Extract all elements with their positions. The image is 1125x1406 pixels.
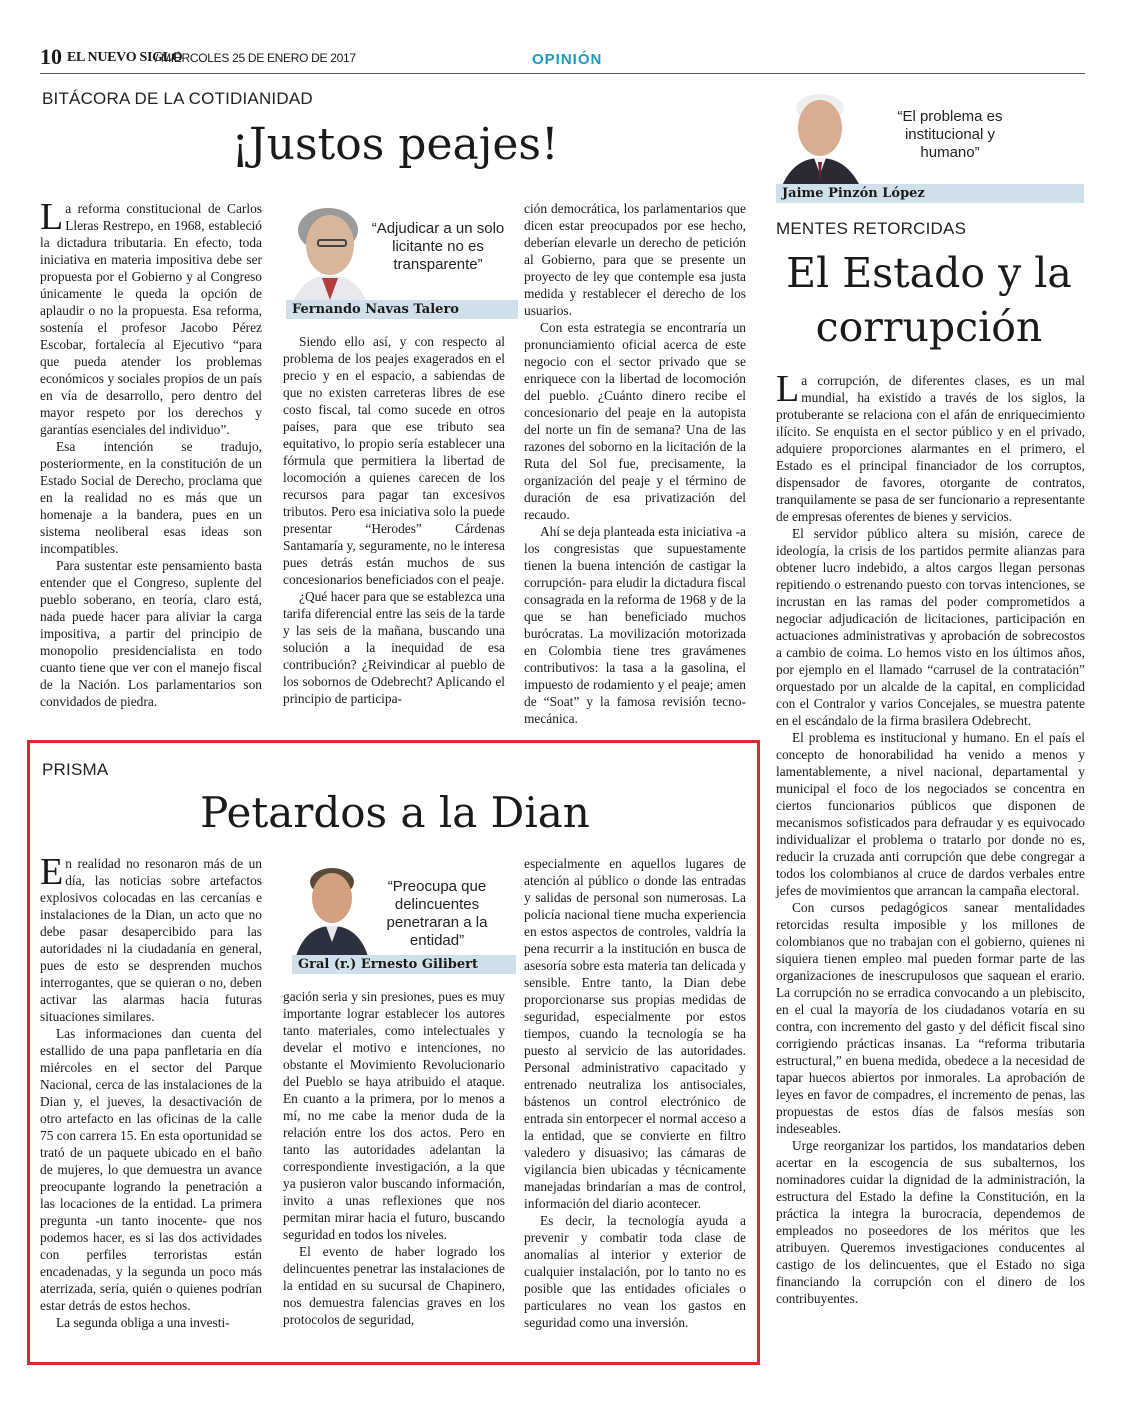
article2-byline: Jaime Pinzón López (776, 184, 1084, 203)
article1-quote: “Adjudicar a un solo licitante no es transparente” (371, 220, 505, 273)
article3-column-3 (524, 855, 746, 1331)
paragraph: El servidor público altera su misión, carece de ideología, la crisis de los partidos permite alianzas para obtener lucro indebido, a altos cargos llegan personas repitiendo o estrenando puesto con torvas intenciones, se incrustan en las ramas del poder comprometidos a negociar adjudicación de licitaciones, participación en actuaciones administrativas y aprobación de sobrecostos a cambio de coima. Lo hemos visto en los últimos años, por ejemplo en el llamado “carrusel de la contratación” orquestado por un alcalde de la capital, en complicidad con el Contralor y varios Concejales, se muestra patente en el escándalo de la firma brasilera Odebrecht. (776, 526, 1085, 728)
article3-quote: “Preocupa que delincuentes penetraran a la entidad” (386, 878, 488, 949)
paragraph: Urge reorganizar los partidos, los mandatarios deben acertar en la escogencia de sus subalternos, los nominadores cuidar la dignidad de la administración, la estructura del Estado la define la Constitución, en la práctica la integra la burocracia, dependemos de empleados no poseedores de los méritos que les atribuyen. Queremos investigaciones conducentes al castigo de los delincuentes, que el Estado no siga financiando la corrupción con el dinero de los contribuyentes. (776, 1138, 1085, 1306)
article3-kicker: PRISMA (42, 760, 109, 779)
article1-column-1 (40, 196, 262, 710)
article2-body (776, 368, 1085, 1307)
paragraph: Para sustentar este pensamiento basta entender que el Congreso, suplente del pueblo soberano, en teoría, claro está, nada puede hacer para aliviar la carga impositiva, a partir del principio de monopolio presidencialista en todo cuanto tiene que ver con el manejo fiscal de la Nación. Los parlamentarios son convidados de piedra. (40, 558, 262, 709)
paper-name: EL NUEVO SIGLO (67, 50, 183, 65)
paragraph: especialmente en aquellos lugares de atención al público o donde las entradas y salidas de personal son numerosas. La policía nacional tiene mucha experiencia en estos aspectos de controles, valdría la pena recurrir a la institución en busca de asesoría sobre esta materia tan delicada y sensible. Entre tanto, la Dian debe proporcionarse sus propias medidas de seguridad, especialmente por estos tiempos, cuando la tecnología se ha puesto al servicio de las autoridades. Personal administrativo capacitado y entrenado neutraliza los antisociales, bástenos un control electrónico de entrada sin entorpecer el normal acceso a la entidad, que se convierte en filtro valedero y disuasivo; las cámaras de vigilancia bien ubicadas y técnicamente manejadas brindarían a mas de control, información del diario acontecer. (524, 856, 746, 1211)
paragraph: ¿Qué hacer para que se establezca una tarifa diferencial entre las seis de la tarde y las seis de la mañana, buscando una solución a la inequidad de esa contribución? ¿Reivindicar al pueblo de los sobornos de Odebrecht? Aplicando el principio de participa- (283, 589, 505, 706)
article3-title: Petardos a la Dian (200, 788, 590, 837)
paragraph: El problema es institucional y humano. En el país el concepto de honorabilidad ha venido a menos y lamentablemente, a nivel nacional, departamental y municipal el foco de los negociados se concentra en ciertos funcionarios públicos que disponen de mecanismos sofisticados para defraudar y es equivocado individualizar el problema o tratarlo por donde no es, reducir la cruzada anti corrupción que debe congregar a todos los colombianos al cruce de dardos verbales entre jefes de movimientos que arrancan la campaña electoral. (776, 730, 1085, 898)
article2-title-line-1: El Estado y la (786, 249, 1072, 297)
article2-quote: “El problema es institucional y humano” (897, 108, 1003, 161)
article2-kicker: MENTES RETORCIDAS (776, 219, 967, 238)
author-photo-navas (286, 200, 372, 300)
paragraph: La corrupción, de diferentes clases, es un mal mundial, ha existido a través de los siglos, la protuberante se relaciona con el afán de enriquecimiento ilícito. Se enquista en el sector público y en el privado, adquiere proporciones alarmantes en el primero, el Estado es el principal financiador de los corruptos, dispensador de favores, otorgante de contratos, tranquilamente se pasa de ser funcionario a representante de empresas oferentes de bienes y servicios. (776, 368, 1085, 524)
article3-byline: Gral (r.) Ernesto Gilibert (292, 955, 516, 974)
paragraph: Esa intención se tradujo, posteriormente, en la constitución de un Estado Social de Derecho, proclama que en la realidad no es más que un homenaje a la bandera, pues en un sistema neoliberal esas ideas son incompatibles. (40, 439, 262, 556)
paragraph: La reforma constitucional de Carlos Lleras Restrepo, en 1968, estableció la dictadura tributaria. En efecto, toda iniciativa en materia impositiva debe ser propuesta por el Gobierno y al Congreso únicamente le queda la opción de aplaudir o no la propuesta. Esa reforma, sostenía el profesor Jacobo Pérez Escobar, fortalecía al Ejecutivo “para que pueda atender los problemas económicos y sociales propios de un país en vía de desarrollo, pero dentro del mayor respeto por los derechos y garantías esenciales del individuo”. (40, 196, 262, 437)
paragraph: La segunda obliga a una investi- (56, 1315, 230, 1330)
paragraph: Siendo ello así, y con respecto al problema de los peajes exagerados en el precio y en el espacio, a sabiendas de que no existen carreteras libres de ese costo fiscal, tal como sucede en otros países, para que ese tributo sea equitativo, lo propio sería establecer una fórmula que permitiera la libertad de locomoción a quienes carecen de los recursos para pagar tan excesivos tributos. Pero esa iniciativa solo la puede presentar “Herodes” Cárdenas Santamaría y, seguramente, no le interesa pues detrás están muchos de sus concesionarios beneficiados con el peaje. (283, 334, 505, 587)
paragraph: En realidad no resonaron más de un día, las noticias sobre artefactos explosivos colocadas en las cercanías e instalaciones de la Dian, un acto que no debe pasar desapercibido para las autoridades ni la ciudadanía en general, pues de esto se desprenden muchos interrogantes, que se quieran o no, deben activar las alarmas hacia futuras situaciones similares. (40, 851, 262, 1024)
paragraph: gación seria y sin presiones, pues es muy importante lograr establecer los autores tanto materiales, como intelectuales y develar el motivo e intenciones, no obstante el Movimiento Revolucionario del Pueblo se haya atribuido el ataque. En cuanto a la primera, por lo menos a mí, no me cabe la menor duda de la relación entre los dos actos. Pero en tanto las autoridades adelantan la correspondiente investigación, a la que ya pusieron valor buscando información, invito a unas reflexiones que nos permitan mirar hacia el futuro, buscando seguridad en todos los niveles. (283, 989, 505, 1242)
author-photo-pinzon (776, 88, 866, 186)
paragraph: El evento de haber logrado los delincuentes penetrar las instalaciones de la entidad en su sucursal de Chapinero, nos demuestra falencias graves en los protocolos de seguridad, (283, 1244, 505, 1327)
article1-column-3 (524, 200, 746, 727)
author-photo-gilibert (292, 860, 372, 956)
article3-column-1 (40, 851, 262, 1331)
article2-title-line-2: corrupción (815, 303, 1043, 351)
paragraph: Las informaciones dan cuenta del estallido de una papa panfletaria en día miércoles en el sector del Parque Nacional, cerca de las instalaciones de la Dian y, el jueves, la desactivación de otro artefacto en las oficinas de la calle 75 con carrera 15. En esta oportunidad se trató de un paquete ubicado en el baño de mujeres, lo que demuestra un avance preocupante logrando la penetración a las locaciones de la entidad. La primera pregunta -un tanto inocente- que nos podemos hacer, es si las dos actividades con perfiles terroristas están encadenadas, y la segunda un poco más aterrizada, sería, quién o quienes podrían estar detrás de estos hechos. (40, 1026, 262, 1313)
article1-kicker: BITÁCORA DE LA COTIDIANIDAD (42, 89, 313, 108)
issue-date: / MIÉRCOLES 25 DE ENERO DE 2017 (155, 51, 356, 65)
page-number: 10 (40, 44, 62, 69)
article3-column-2 (283, 988, 505, 1328)
paragraph: Es decir, la tecnología ayuda a prevenir y combatir toda clase de anomalías al interior y exterior de cualquier instalación, por lo tanto no es posible que las entidades oficiales o particulares no vean los gastos en seguridad como una inversión. (524, 1213, 746, 1330)
article1-title: ¡Justos peajes! (231, 119, 559, 170)
paragraph: Con esta estrategia se encontraría un pronunciamiento oficial acerca de este negocio con el sector privado que se enriquece con la libertad de locomoción del pueblo. ¿Cuánto dinero recibe el concesionario del peaje en la autopista del norte un fin de semana? Una de las razones del soborno en la licitación de la Ruta del Sol fue, precisamente, la organización del peaje y el término de duración de esa privatización del recaudo. (524, 320, 746, 522)
paragraph: ción democrática, los parlamentarios que dicen estar preocupados por ese hecho, deberían elevarle un derecho de petición al Gobierno, para que se presente un proyecto de ley que contemple esa justa medida y restablecer el derecho de los usuarios. (524, 201, 746, 318)
header-rule (40, 73, 1085, 74)
paragraph: Con cursos pedagógicos sanear mentalidades retorcidas resulta imposible y los millones de colombianos que no trabajan con el gobierno, quienes ni siquiera tienen empleo mal pueden formar parte de las organizaciones de inescrupulosos que saquean el erario. La corrupción no se erradica convocando a un plebiscito, en el cual la mayoría de los ciudadanos votaría en su contra, con incremento del gasto y del déficit fiscal sino corrigiendo prácticas insanas. La “reforma tributaria estructural,” en buena medida, obedece a la necesidad de tapar huecos abiertos por inmorales. La aprobación de leyes en favor de compadres, el incremento de penas, las propuestas de estos días de falsos mesías son indeseables. (776, 900, 1085, 1136)
paragraph: Ahí se deja planteada esta iniciativa -a los congresistas que supuestamente tienen la buena intención de castigar la corrupción- para eludir la dictadura fiscal consagrada en la reforma de 1968 y de la que se han beneficiado muchos burócratas. La movilización motorizada en Colombia tiene tres gravámenes contributivos: la tasa a la gasolina, el impuesto de rodamiento y el peaje; amen de “Soat” y la famosa revisión tecno-mecánica. (524, 524, 746, 726)
article1-byline: Fernando Navas Talero (286, 300, 518, 319)
article1-column-2 (283, 333, 505, 707)
article2-title (770, 246, 1088, 354)
section-label: OPINIÓN (532, 51, 603, 68)
